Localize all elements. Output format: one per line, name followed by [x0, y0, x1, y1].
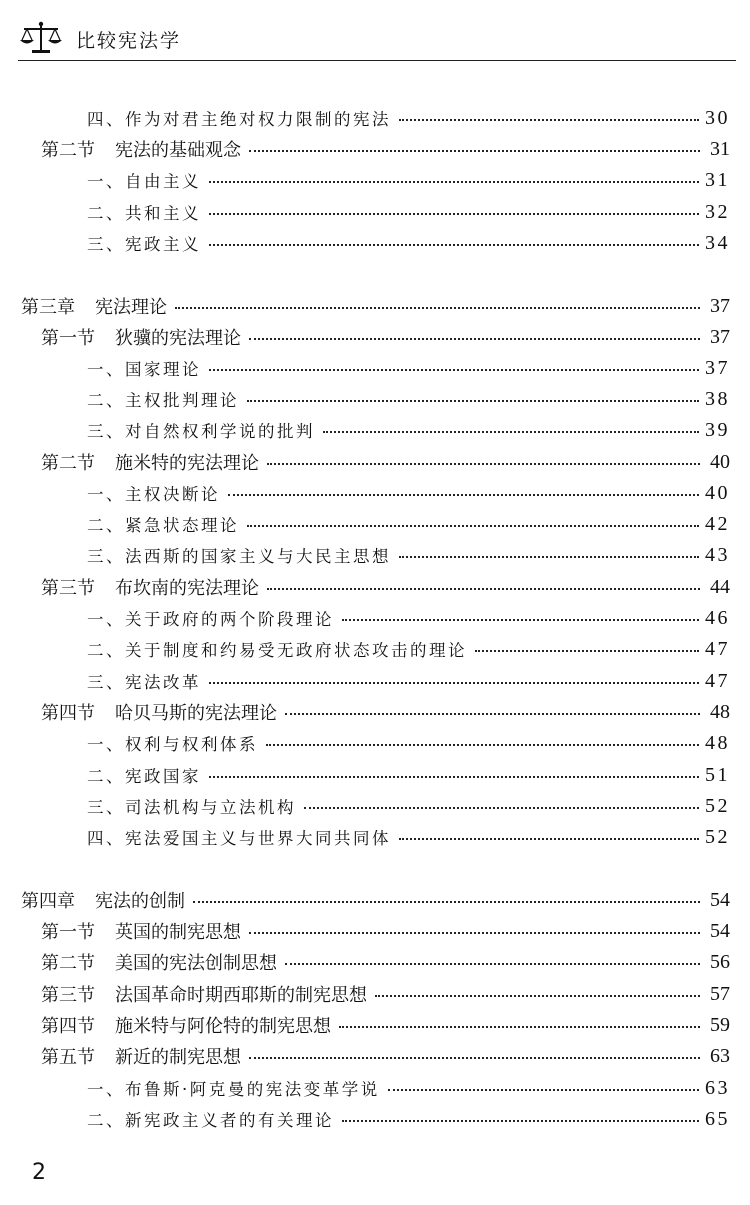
- toc-item-entry: [0, 197, 730, 227]
- dot-leader: [399, 119, 699, 121]
- dot-leader: [285, 713, 700, 715]
- dot-leader: [388, 1089, 699, 1091]
- toc-section-entry: [0, 697, 730, 727]
- toc-entry-number: 第三节: [41, 578, 95, 599]
- toc-entry-page: 52: [705, 825, 730, 848]
- toc-item-entry: [0, 1104, 730, 1134]
- toc-entry-title: 宪法理论: [95, 297, 167, 318]
- toc-entry-page: 32: [705, 200, 730, 223]
- toc-entry-page: 44: [710, 575, 730, 598]
- toc-entry-number: 一、: [87, 610, 125, 629]
- dot-leader: [247, 525, 699, 527]
- toc-entry-page: 52: [705, 794, 730, 817]
- toc-entry-page: 37: [710, 325, 730, 348]
- toc-entry-number: 一、: [87, 1080, 125, 1099]
- dot-leader: [209, 369, 699, 371]
- toc-item-entry: [0, 165, 730, 195]
- toc-entry-page: 57: [710, 982, 730, 1005]
- toc-entry-number: 三、: [87, 235, 125, 254]
- toc-entry-page: 30: [705, 106, 730, 129]
- toc-entry-number: 二、: [87, 641, 125, 660]
- toc-section-entry: [0, 1041, 730, 1071]
- dot-leader: [267, 463, 700, 465]
- dot-leader: [323, 431, 699, 433]
- toc-item-entry: [0, 509, 730, 539]
- toc-entry-number: 二、: [87, 391, 125, 410]
- dot-leader: [342, 1120, 699, 1122]
- toc-entry-number: 一、: [87, 172, 125, 191]
- dot-leader: [175, 307, 700, 309]
- dot-leader: [209, 776, 699, 778]
- toc-entry-number: 三、: [87, 547, 125, 566]
- dot-leader: [266, 744, 699, 746]
- toc-entry-title: 自由主义: [125, 172, 201, 191]
- toc-section-entry: [0, 572, 730, 602]
- toc-entry-title: 司法机构与立法机构: [125, 798, 296, 817]
- toc-entry-number: 三、: [87, 673, 125, 692]
- dot-leader: [399, 838, 699, 840]
- toc-entry-title: 狄骥的宪法理论: [115, 328, 241, 349]
- toc-entry-title: 施米特的宪法理论: [115, 453, 259, 474]
- toc-entry-page: 48: [705, 731, 730, 754]
- toc-entry-title: 英国的制宪思想: [115, 922, 241, 943]
- toc-entry-number: 第四章: [21, 891, 75, 912]
- toc-entry-number: 一、: [87, 735, 125, 754]
- page-number: 2: [32, 1160, 46, 1185]
- toc-entry-title: 主权批判理论: [125, 391, 239, 410]
- toc-chapter-entry: [0, 885, 730, 915]
- toc-entry-title: 宪法改革: [125, 673, 201, 692]
- toc-entry-number: 第四节: [41, 1016, 95, 1037]
- toc-entry-page: 43: [705, 543, 730, 566]
- toc-entry-title: 宪法的创制: [95, 891, 185, 912]
- dot-leader: [247, 400, 699, 402]
- toc-item-entry: [0, 728, 730, 758]
- toc-section-entry: [0, 1010, 730, 1040]
- toc-entry-number: 第四节: [41, 703, 95, 724]
- toc-entry-page: 46: [705, 606, 730, 629]
- toc-entry-page: 47: [705, 669, 730, 692]
- toc-item-entry: [0, 791, 730, 821]
- toc-entry-number: 第二节: [41, 953, 95, 974]
- dot-leader: [249, 1057, 700, 1059]
- toc-entry-title: 施米特与阿伦特的制宪思想: [115, 1016, 331, 1037]
- toc-entry-number: 二、: [87, 767, 125, 786]
- toc-entry-page: 48: [710, 700, 730, 723]
- dot-leader: [193, 901, 700, 903]
- toc-entry-title: 美国的宪法创制思想: [115, 953, 277, 974]
- dot-leader: [304, 807, 699, 809]
- toc-item-entry: [0, 353, 730, 383]
- toc-item-entry: [0, 822, 730, 852]
- toc-item-entry: [0, 666, 730, 696]
- toc-entry-number: 第五节: [41, 1047, 95, 1068]
- dot-leader: [209, 244, 699, 246]
- toc-entry-page: 37: [705, 356, 730, 379]
- toc-entry-title: 国家理论: [125, 360, 201, 379]
- toc-item-entry: [0, 478, 730, 508]
- dot-leader: [475, 650, 699, 652]
- toc-item-entry: [0, 415, 730, 445]
- dot-leader: [209, 181, 699, 183]
- dot-leader: [249, 932, 700, 934]
- dot-leader: [267, 588, 700, 590]
- toc-section-entry: [0, 947, 730, 977]
- toc-entry-title: 哈贝马斯的宪法理论: [115, 703, 277, 724]
- toc-entry-number: 第二节: [41, 453, 95, 474]
- toc-entry-number: 一、: [87, 360, 125, 379]
- book-title: 比较宪法学: [76, 30, 182, 52]
- toc-item-entry: [0, 228, 730, 258]
- toc-entry-page: 59: [710, 1013, 730, 1036]
- toc-entry-number: 四、: [87, 829, 125, 848]
- toc-item-entry: [0, 760, 730, 790]
- dot-leader: [209, 213, 699, 215]
- toc-entry-page: 51: [705, 763, 730, 786]
- toc-entry-title: 关于政府的两个阶段理论: [125, 610, 334, 629]
- toc-entry-page: 42: [705, 512, 730, 535]
- toc-entry-title: 宪法爱国主义与世界大同共同体: [125, 829, 391, 848]
- toc-entry-page: 54: [710, 919, 730, 942]
- toc-entry-number: 第一节: [41, 922, 95, 943]
- dot-leader: [285, 963, 700, 965]
- toc-entry-number: 第一节: [41, 328, 95, 349]
- dot-leader: [249, 338, 700, 340]
- toc-entry-page: 37: [710, 294, 730, 317]
- toc-entry-title: 新宪政主义者的有关理论: [125, 1111, 334, 1130]
- toc-item-entry: [0, 603, 730, 633]
- toc-entry-title: 权利与权利体系: [125, 735, 258, 754]
- toc-chapter-entry: [0, 291, 730, 321]
- dot-leader: [399, 556, 699, 558]
- dot-leader: [375, 995, 700, 997]
- toc-entry-number: 第二节: [41, 140, 95, 161]
- toc-entry-title: 作为对君主绝对权力限制的宪法: [125, 110, 391, 129]
- toc-entry-page: 47: [705, 637, 730, 660]
- toc-entry-number: 第三节: [41, 985, 95, 1006]
- toc-entry-page: 54: [710, 888, 730, 911]
- toc-entry-number: 二、: [87, 516, 125, 535]
- toc-entry-title: 新近的制宪思想: [115, 1047, 241, 1068]
- toc-item-entry: [0, 634, 730, 664]
- toc-section-entry: [0, 979, 730, 1009]
- toc-item-entry: [0, 1073, 730, 1103]
- toc-entry-number: 第三章: [21, 297, 75, 318]
- toc-section-entry: [0, 447, 730, 477]
- toc-entry-number: 三、: [87, 798, 125, 817]
- toc-entry-page: 63: [710, 1044, 730, 1067]
- dot-leader: [339, 1026, 700, 1028]
- toc-entry-title: 法国革命时期西耶斯的制宪思想: [115, 985, 367, 1006]
- toc-entry-title: 法西斯的国家主义与大民主思想: [125, 547, 391, 566]
- toc-entry-title: 紧急状态理论: [125, 516, 239, 535]
- toc-entry-title: 关于制度和约易受无政府状态攻击的理论: [125, 641, 467, 660]
- toc-entry-title: 对自然权利学说的批判: [125, 422, 315, 441]
- dot-leader: [228, 494, 699, 496]
- toc-entry-title: 宪政主义: [125, 235, 201, 254]
- toc-entry-page: 34: [705, 231, 730, 254]
- toc-section-entry: [0, 322, 730, 352]
- toc-entry-title: 共和主义: [125, 204, 201, 223]
- toc-entry-page: 56: [710, 950, 730, 973]
- toc-entry-page: 31: [710, 137, 730, 160]
- toc-entry-title: 布坎南的宪法理论: [115, 578, 259, 599]
- toc-entry-title: 主权决断论: [125, 485, 220, 504]
- toc-entry-page: 40: [710, 450, 730, 473]
- toc-entry-number: 四、: [87, 110, 125, 129]
- dot-leader: [209, 682, 699, 684]
- toc-entry-page: 39: [705, 418, 730, 441]
- toc-entry-number: 二、: [87, 1111, 125, 1130]
- dot-leader: [249, 150, 700, 152]
- toc-entry-number: 一、: [87, 485, 125, 504]
- dot-leader: [342, 619, 699, 621]
- toc-entry-title: 布鲁斯·阿克曼的宪法变革学说: [125, 1080, 380, 1099]
- toc-section-entry: [0, 134, 730, 164]
- toc-item-entry: [0, 103, 730, 133]
- toc-entry-title: 宪政国家: [125, 767, 201, 786]
- toc-entry-number: 二、: [87, 204, 125, 223]
- toc-item-entry: [0, 540, 730, 570]
- toc-entry-page: 31: [705, 168, 730, 191]
- toc-entry-page: 65: [705, 1107, 730, 1130]
- toc-entry-title: 宪法的基础观念: [115, 140, 241, 161]
- toc-entry-page: 38: [705, 387, 730, 410]
- toc-item-entry: [0, 384, 730, 414]
- toc-entry-number: 三、: [87, 422, 125, 441]
- toc-entry-page: 63: [705, 1076, 730, 1099]
- toc-entry-page: 40: [705, 481, 730, 504]
- toc-section-entry: [0, 916, 730, 946]
